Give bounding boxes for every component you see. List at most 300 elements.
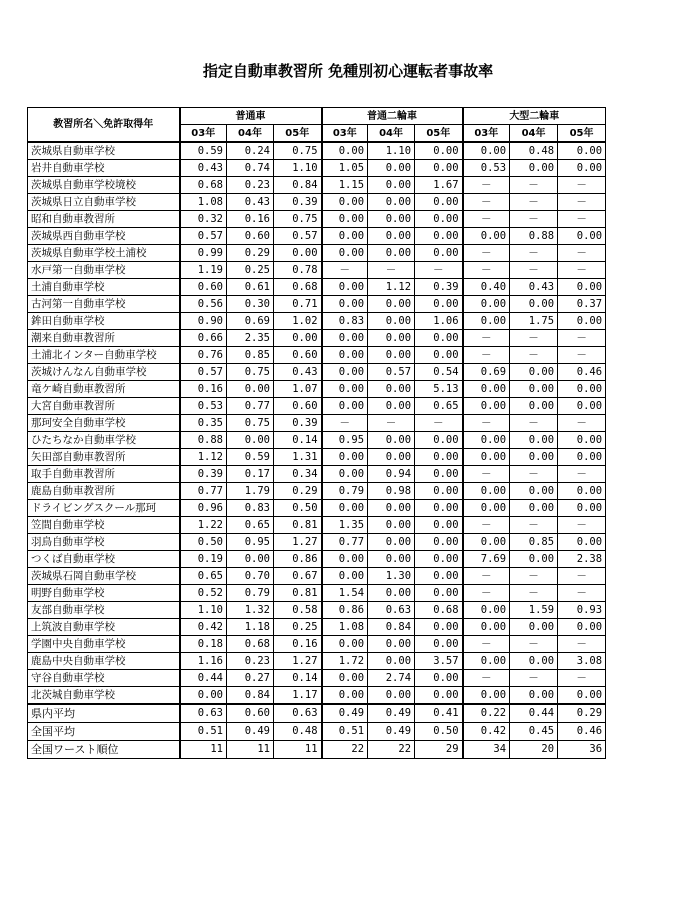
rate-cell: 0.43 — [180, 160, 227, 177]
rate-cell: － — [510, 194, 558, 211]
year-header: 04年 — [510, 125, 558, 143]
rate-cell: － — [510, 585, 558, 602]
summary-label: 全国ワースト順位 — [28, 741, 180, 759]
rate-cell: 0.00 — [510, 160, 558, 177]
rate-cell: 1.67 — [415, 177, 463, 194]
rate-cell: 3.08 — [558, 653, 606, 670]
rate-cell: 11 — [227, 741, 274, 759]
table-row — [28, 500, 606, 517]
table-row — [28, 313, 606, 330]
rate-cell: 0.23 — [227, 177, 274, 194]
table-row — [28, 211, 606, 228]
rate-cell: 0.00 — [415, 330, 463, 347]
rate-cell: 0.56 — [180, 296, 227, 313]
table-row — [28, 653, 606, 670]
rate-cell: － — [463, 245, 510, 262]
school-name: 茨城県自動車学校 — [28, 142, 180, 160]
rate-cell: 0.00 — [322, 551, 368, 568]
rate-cell: 0.00 — [415, 585, 463, 602]
rate-cell: 1.10 — [368, 142, 415, 160]
rate-cell: 0.00 — [415, 636, 463, 653]
rate-cell: 0.00 — [368, 177, 415, 194]
rate-cell: － — [558, 245, 606, 262]
table-row — [28, 262, 606, 279]
rate-cell: － — [558, 262, 606, 279]
rate-cell: 1.16 — [180, 653, 227, 670]
rate-cell: 0.75 — [274, 142, 322, 160]
rate-cell: 0.71 — [274, 296, 322, 313]
school-name: 昭和自動車教習所 — [28, 211, 180, 228]
rate-cell: 0.00 — [558, 398, 606, 415]
rate-cell: 0.68 — [180, 177, 227, 194]
rate-cell: 0.39 — [415, 279, 463, 296]
table-row — [28, 194, 606, 211]
rate-cell: 0.44 — [180, 670, 227, 687]
rate-cell: 0.39 — [180, 466, 227, 483]
rate-cell: 0.63 — [368, 602, 415, 619]
rate-cell: 0.77 — [227, 398, 274, 415]
rate-cell: 0.00 — [415, 670, 463, 687]
rate-cell: 0.50 — [274, 500, 322, 517]
rate-cell: 0.00 — [558, 432, 606, 449]
rate-cell: 0.77 — [180, 483, 227, 500]
rate-cell: 0.00 — [180, 687, 227, 705]
rate-cell: － — [463, 466, 510, 483]
rate-cell: 1.22 — [180, 517, 227, 534]
school-name: 笠間自動車学校 — [28, 517, 180, 534]
rate-cell: 0.00 — [510, 398, 558, 415]
school-name: 取手自動車教習所 — [28, 466, 180, 483]
rate-cell: 0.96 — [180, 500, 227, 517]
rate-cell: － — [510, 245, 558, 262]
table-row — [28, 142, 606, 160]
rate-cell: 0.00 — [463, 687, 510, 705]
rate-cell: 0.29 — [274, 483, 322, 500]
table-row — [28, 347, 606, 364]
rate-cell: 0.00 — [322, 142, 368, 160]
rate-cell: 0.00 — [415, 228, 463, 245]
school-name: ひたちなか自動車学校 — [28, 432, 180, 449]
table-row — [28, 364, 606, 381]
rate-cell: 0.53 — [463, 160, 510, 177]
rate-cell: 0.75 — [227, 415, 274, 432]
rate-cell: 0.30 — [227, 296, 274, 313]
table-row — [28, 160, 606, 177]
rate-cell: 1.75 — [510, 313, 558, 330]
rate-cell: 0.00 — [322, 449, 368, 466]
rate-cell: 1.15 — [322, 177, 368, 194]
rate-cell: 1.07 — [274, 381, 322, 398]
rate-cell: － — [463, 415, 510, 432]
rate-cell: 11 — [274, 741, 322, 759]
table-row — [28, 466, 606, 483]
rate-cell: 0.76 — [180, 347, 227, 364]
rate-cell: 0.00 — [463, 653, 510, 670]
rate-cell: 0.00 — [415, 483, 463, 500]
school-name: 守谷自動車学校 — [28, 670, 180, 687]
rate-cell: 0.22 — [463, 704, 510, 723]
rate-cell: 0.00 — [415, 449, 463, 466]
rate-cell: 0.00 — [274, 245, 322, 262]
rate-cell: － — [463, 517, 510, 534]
rate-cell: － — [558, 177, 606, 194]
rate-cell: 0.39 — [274, 415, 322, 432]
school-name: つくば自動車学校 — [28, 551, 180, 568]
rate-cell: 0.00 — [558, 313, 606, 330]
rate-cell: － — [558, 330, 606, 347]
school-name: 竜ケ崎自動車教習所 — [28, 381, 180, 398]
year-header: 05年 — [558, 125, 606, 143]
rate-cell: 0.84 — [368, 619, 415, 636]
table-row — [28, 636, 606, 653]
accident-rate-table — [27, 107, 606, 759]
rate-cell: 0.60 — [274, 347, 322, 364]
rate-cell: 0.00 — [368, 228, 415, 245]
rate-cell: 0.42 — [180, 619, 227, 636]
rate-cell: 0.46 — [558, 723, 606, 741]
rate-cell: － — [558, 517, 606, 534]
rate-cell: 0.00 — [322, 211, 368, 228]
rate-cell: － — [415, 262, 463, 279]
rate-cell: 0.50 — [180, 534, 227, 551]
rate-cell: 0.50 — [415, 723, 463, 741]
rate-cell: － — [558, 466, 606, 483]
summary-row — [28, 741, 606, 759]
year-header: 04年 — [368, 125, 415, 143]
rate-cell: 1.08 — [322, 619, 368, 636]
rate-cell: 0.00 — [510, 364, 558, 381]
rate-cell: 0.00 — [463, 449, 510, 466]
rate-cell: 0.86 — [322, 602, 368, 619]
rate-cell: 0.84 — [227, 687, 274, 705]
rate-cell: － — [558, 585, 606, 602]
rate-cell: 0.57 — [180, 364, 227, 381]
rate-cell: 0.60 — [180, 279, 227, 296]
rate-cell: 0.58 — [274, 602, 322, 619]
rate-cell: 0.90 — [180, 313, 227, 330]
rate-cell: 0.68 — [415, 602, 463, 619]
rate-cell: 0.23 — [227, 653, 274, 670]
rate-cell: 22 — [368, 741, 415, 759]
rate-cell: 0.67 — [274, 568, 322, 585]
rate-cell: 0.45 — [510, 723, 558, 741]
rate-cell: 0.60 — [227, 228, 274, 245]
rate-cell: 0.00 — [322, 670, 368, 687]
rate-cell: 0.65 — [227, 517, 274, 534]
rate-cell: 0.83 — [227, 500, 274, 517]
school-name: 明野自動車学校 — [28, 585, 180, 602]
rate-cell: － — [558, 636, 606, 653]
rate-cell: 0.00 — [322, 228, 368, 245]
school-name: 那珂安全自動車学校 — [28, 415, 180, 432]
page-title: 指定自動車教習所 免種別初心運転者事故率 — [202, 62, 494, 80]
rate-cell: 0.00 — [463, 228, 510, 245]
rate-cell: 0.43 — [274, 364, 322, 381]
rate-cell: 0.00 — [463, 398, 510, 415]
rate-cell: 0.48 — [510, 142, 558, 160]
rate-cell: 0.46 — [558, 364, 606, 381]
rate-cell: 0.95 — [322, 432, 368, 449]
rate-cell: 1.79 — [227, 483, 274, 500]
rate-cell: 0.25 — [227, 262, 274, 279]
school-name: 鹿島自動車教習所 — [28, 483, 180, 500]
rate-cell: － — [510, 347, 558, 364]
rate-cell: 0.00 — [415, 142, 463, 160]
rate-cell: － — [463, 330, 510, 347]
rate-cell: 0.69 — [463, 364, 510, 381]
rate-cell: 0.14 — [274, 432, 322, 449]
table-row — [28, 551, 606, 568]
summary-row — [28, 704, 606, 723]
table-row — [28, 670, 606, 687]
rate-cell: 0.48 — [274, 723, 322, 741]
rate-cell: 0.00 — [415, 517, 463, 534]
rate-cell: － — [558, 415, 606, 432]
table-row — [28, 177, 606, 194]
rate-cell: 2.74 — [368, 670, 415, 687]
rate-cell: 0.86 — [274, 551, 322, 568]
school-name: 水戸第一自動車学校 — [28, 262, 180, 279]
table-row — [28, 381, 606, 398]
rate-cell: 0.00 — [415, 194, 463, 211]
rate-cell: 0.00 — [415, 551, 463, 568]
rate-cell: 0.00 — [558, 228, 606, 245]
rate-cell: － — [322, 415, 368, 432]
rate-cell: 0.59 — [180, 142, 227, 160]
rate-cell: 1.12 — [368, 279, 415, 296]
school-name: 大宮自動車教習所 — [28, 398, 180, 415]
school-name: 茨城県石岡自動車学校 — [28, 568, 180, 585]
rate-cell: 1.05 — [322, 160, 368, 177]
rate-cell: 0.75 — [227, 364, 274, 381]
rate-cell: 0.00 — [322, 296, 368, 313]
rate-cell: 0.00 — [463, 142, 510, 160]
rate-cell: 0.00 — [368, 211, 415, 228]
year-header: 04年 — [227, 125, 274, 143]
rate-cell: 0.59 — [227, 449, 274, 466]
rate-cell: 1.08 — [180, 194, 227, 211]
rate-cell: 0.00 — [368, 313, 415, 330]
rate-cell: 0.00 — [322, 466, 368, 483]
school-name: ドライビングスクール那珂 — [28, 500, 180, 517]
rate-cell: 0.00 — [558, 619, 606, 636]
rate-cell: 1.17 — [274, 687, 322, 705]
rate-cell: 0.00 — [558, 483, 606, 500]
rate-cell: 22 — [322, 741, 368, 759]
rate-cell: － — [463, 636, 510, 653]
rate-cell: 0.19 — [180, 551, 227, 568]
rate-cell: 0.37 — [558, 296, 606, 313]
rate-cell: 0.00 — [368, 517, 415, 534]
rate-cell: 0.43 — [510, 279, 558, 296]
rate-cell: 0.00 — [558, 279, 606, 296]
rate-cell: 0.14 — [274, 670, 322, 687]
rate-cell: 0.00 — [322, 279, 368, 296]
rate-cell: 0.00 — [415, 245, 463, 262]
school-name: 岩井自動車学校 — [28, 160, 180, 177]
rate-cell: 1.35 — [322, 517, 368, 534]
rate-cell: 0.00 — [227, 551, 274, 568]
rate-cell: 1.18 — [227, 619, 274, 636]
rate-cell: 0.68 — [227, 636, 274, 653]
rate-cell: 0.88 — [180, 432, 227, 449]
rate-cell: 1.12 — [180, 449, 227, 466]
rate-cell: 0.00 — [415, 160, 463, 177]
year-header: 05年 — [274, 125, 322, 143]
rate-cell: 0.63 — [180, 704, 227, 723]
rate-cell: － — [463, 177, 510, 194]
rate-cell: － — [510, 670, 558, 687]
rate-cell: 0.49 — [227, 723, 274, 741]
rate-cell: 1.32 — [227, 602, 274, 619]
table-row — [28, 415, 606, 432]
rate-cell: 0.77 — [322, 534, 368, 551]
rate-cell: 0.00 — [227, 432, 274, 449]
rate-cell: 0.00 — [368, 347, 415, 364]
table-row — [28, 432, 606, 449]
rate-cell: 0.53 — [180, 398, 227, 415]
rate-cell: 0.57 — [180, 228, 227, 245]
year-header: 05年 — [415, 125, 463, 143]
rate-cell: 0.00 — [463, 313, 510, 330]
rate-cell: 0.00 — [558, 160, 606, 177]
rate-cell: 0.00 — [368, 245, 415, 262]
rate-cell: 0.60 — [227, 704, 274, 723]
rate-cell: 0.00 — [558, 500, 606, 517]
rate-cell: 0.00 — [415, 296, 463, 313]
summary-label: 県内平均 — [28, 704, 180, 723]
rate-cell: 0.79 — [322, 483, 368, 500]
rate-cell: 0.78 — [274, 262, 322, 279]
rate-cell: － — [510, 415, 558, 432]
school-name: 土浦自動車学校 — [28, 279, 180, 296]
rate-cell: 0.00 — [368, 500, 415, 517]
summary-row — [28, 723, 606, 741]
group-header-motorcycle: 普通二輪車 — [322, 108, 463, 125]
table-row — [28, 602, 606, 619]
rate-cell: 0.00 — [463, 619, 510, 636]
rate-cell: 1.19 — [180, 262, 227, 279]
rate-cell: － — [558, 194, 606, 211]
rate-cell: 1.59 — [510, 602, 558, 619]
rate-cell: 0.52 — [180, 585, 227, 602]
rate-cell: 0.65 — [415, 398, 463, 415]
rate-cell: 5.13 — [415, 381, 463, 398]
rate-cell: － — [510, 330, 558, 347]
rate-cell: 0.35 — [180, 415, 227, 432]
rate-cell: 0.00 — [510, 619, 558, 636]
rate-cell: 0.00 — [415, 534, 463, 551]
school-name: 茨城けんなん自動車学校 — [28, 364, 180, 381]
rate-cell: 0.00 — [510, 653, 558, 670]
rate-cell: 1.31 — [274, 449, 322, 466]
rate-cell: 0.00 — [368, 398, 415, 415]
rate-cell: 0.00 — [415, 568, 463, 585]
rate-cell: 0.98 — [368, 483, 415, 500]
rate-cell: 0.00 — [510, 449, 558, 466]
rate-cell: 0.81 — [274, 585, 322, 602]
rate-cell: 2.35 — [227, 330, 274, 347]
rate-cell: 0.00 — [322, 330, 368, 347]
rate-cell: － — [463, 194, 510, 211]
rate-cell: 0.00 — [274, 330, 322, 347]
rate-cell: 0.00 — [415, 687, 463, 705]
rate-cell: 0.68 — [274, 279, 322, 296]
corner-header: 教習所名＼免許取得年 — [28, 108, 180, 143]
rate-cell: 36 — [558, 741, 606, 759]
rate-cell: 0.00 — [463, 483, 510, 500]
rate-cell: 0.63 — [274, 704, 322, 723]
school-name: 鉾田自動車学校 — [28, 313, 180, 330]
table-row — [28, 330, 606, 347]
rate-cell: 0.81 — [274, 517, 322, 534]
rate-cell: 0.95 — [227, 534, 274, 551]
school-name: 友部自動車学校 — [28, 602, 180, 619]
rate-cell: 0.00 — [558, 534, 606, 551]
school-name: 北茨城自動車学校 — [28, 687, 180, 705]
rate-cell: － — [463, 670, 510, 687]
rate-cell: 0.70 — [227, 568, 274, 585]
rate-cell: 0.51 — [180, 723, 227, 741]
rate-cell: － — [510, 568, 558, 585]
rate-cell: 0.79 — [227, 585, 274, 602]
group-header-standard-car: 普通車 — [180, 108, 322, 125]
rate-cell: 0.00 — [510, 483, 558, 500]
rate-cell: 0.85 — [227, 347, 274, 364]
rate-cell: － — [510, 517, 558, 534]
rate-cell: 0.29 — [558, 704, 606, 723]
rate-cell: 34 — [463, 741, 510, 759]
rate-cell: 0.61 — [227, 279, 274, 296]
rate-cell: 0.42 — [463, 723, 510, 741]
rate-cell: 0.54 — [415, 364, 463, 381]
rate-cell: 2.38 — [558, 551, 606, 568]
rate-cell: 0.75 — [274, 211, 322, 228]
school-name: 茨城県西自動車学校 — [28, 228, 180, 245]
rate-cell: － — [463, 585, 510, 602]
rate-cell: 0.00 — [510, 432, 558, 449]
rate-cell: 0.00 — [368, 449, 415, 466]
rate-cell: 0.39 — [274, 194, 322, 211]
rate-cell: 0.25 — [274, 619, 322, 636]
rate-cell: － — [510, 262, 558, 279]
table-body — [28, 142, 606, 759]
rate-cell: 1.30 — [368, 568, 415, 585]
rate-cell: － — [368, 415, 415, 432]
rate-cell: 0.00 — [368, 687, 415, 705]
rate-cell: 0.84 — [274, 177, 322, 194]
rate-cell: 0.00 — [322, 568, 368, 585]
rate-cell: 0.00 — [368, 551, 415, 568]
rate-cell: 7.69 — [463, 551, 510, 568]
rate-cell: 1.06 — [415, 313, 463, 330]
rate-cell: 0.00 — [322, 245, 368, 262]
rate-cell: 0.00 — [510, 551, 558, 568]
table-row — [28, 568, 606, 585]
rate-cell: 0.66 — [180, 330, 227, 347]
rate-cell: 0.00 — [415, 500, 463, 517]
rate-cell: 0.00 — [415, 466, 463, 483]
rate-cell: 0.00 — [510, 296, 558, 313]
summary-label: 全国平均 — [28, 723, 180, 741]
rate-cell: － — [510, 211, 558, 228]
group-header-large-motorcycle: 大型二輪車 — [463, 108, 606, 125]
rate-cell: － — [558, 211, 606, 228]
rate-cell: 0.00 — [415, 432, 463, 449]
year-header: 03年 — [322, 125, 368, 143]
rate-cell: 0.57 — [274, 228, 322, 245]
rate-cell: 3.57 — [415, 653, 463, 670]
